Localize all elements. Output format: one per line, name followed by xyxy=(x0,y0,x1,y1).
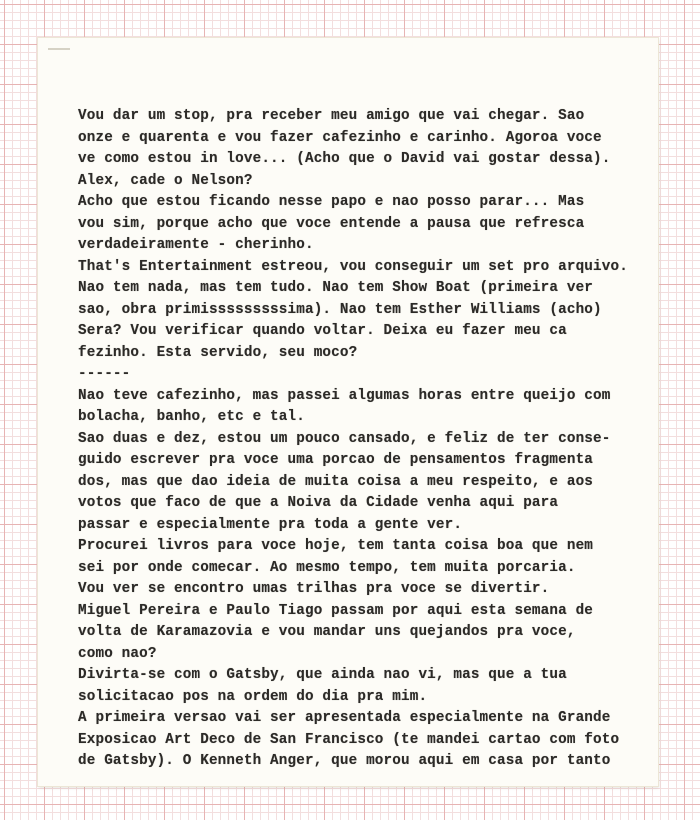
typed-line: Sao duas e dez, estou um pouco cansado, e feliz de ter conse- xyxy=(78,430,611,447)
typed-line: Sera? Vou verificar quando voltar. Deixa eu fazer meu ca xyxy=(78,323,567,339)
typed-line: dos, mas que dao ideia de muita coisa a meu respeito, e aos xyxy=(78,473,594,490)
typed-line: vou sim, porque acho que voce entende a pausa que refresca xyxy=(78,215,585,232)
typed-line: Nao teve cafezinho, mas passei algumas horas entre queijo com xyxy=(78,387,611,404)
typed-line: verdadeiramente - cherinho. xyxy=(78,237,314,253)
typed-line: ve como estou in love... (Acho que o David vai gostar dessa). xyxy=(78,151,611,167)
typewritten-letter-page xyxy=(38,38,658,786)
typed-line: Nao tem nada, mas tem tudo. Nao tem Show Boat (primeira ver xyxy=(78,280,594,296)
typed-line: bolacha, banho, etc e tal. xyxy=(78,409,305,425)
typed-line: onze e quarenta e vou fazer cafezinho e carinho. Agoroa voce xyxy=(78,129,602,146)
typed-line: Exposicao Art Deco de San Francisco (te mandei cartao com foto xyxy=(78,731,620,748)
typed-line: solicitacao pos na ordem do dia pra mim. xyxy=(78,688,428,705)
typed-line: fezinho. Esta servido, seu moco? xyxy=(78,344,358,361)
typed-line: Vou ver se encontro umas trilhas pra voce se divertir. xyxy=(78,581,550,597)
typed-line: como nao? xyxy=(78,645,157,662)
typed-line: votos que faco de que a Noiva da Cidade venha aqui para xyxy=(78,495,559,511)
paper-corner-mark xyxy=(48,48,70,54)
typed-line: Miguel Pereira e Paulo Tiago passam por aqui esta semana de xyxy=(78,602,594,619)
typed-line: Procurei livros para voce hoje, tem tanta coisa boa que nem xyxy=(78,538,594,554)
typed-line: Divirta-se com o Gatsby, que ainda nao vi, mas que a tua xyxy=(78,667,567,683)
typed-line: de Gatsby). O Kenneth Anger, que morou aqui em casa por tanto xyxy=(78,753,611,769)
typed-text-body xyxy=(78,106,648,773)
typed-line: Acho que estou ficando nesse papo e nao posso parar... Mas xyxy=(78,194,585,210)
typed-line: Vou dar um stop, pra receber meu amigo que vai chegar. Sao xyxy=(78,108,585,124)
typed-line: A primeira versao vai ser apresentada especialmente na Grande xyxy=(78,710,611,726)
typed-line: sao, obra primisssssssssima). Nao tem Esther Williams (acho) xyxy=(78,301,602,318)
typed-line: sei por onde comecar. Ao mesmo tempo, tem muita porcaria. xyxy=(78,559,576,576)
typed-line: guido escrever pra voce uma porcao de pensamentos fragmenta xyxy=(78,452,594,468)
typed-line: That's Entertainment estreou, vou conseguir um set pro arquivo. xyxy=(78,258,628,275)
typed-line: volta de Karamazovia e vou mandar uns quejandos pra voce, xyxy=(78,624,576,640)
typed-line: passar e especialmente pra toda a gente ver. xyxy=(78,516,463,533)
typed-line: Alex, cade o Nelson? xyxy=(78,172,253,189)
typed-line: ------ xyxy=(78,366,131,382)
